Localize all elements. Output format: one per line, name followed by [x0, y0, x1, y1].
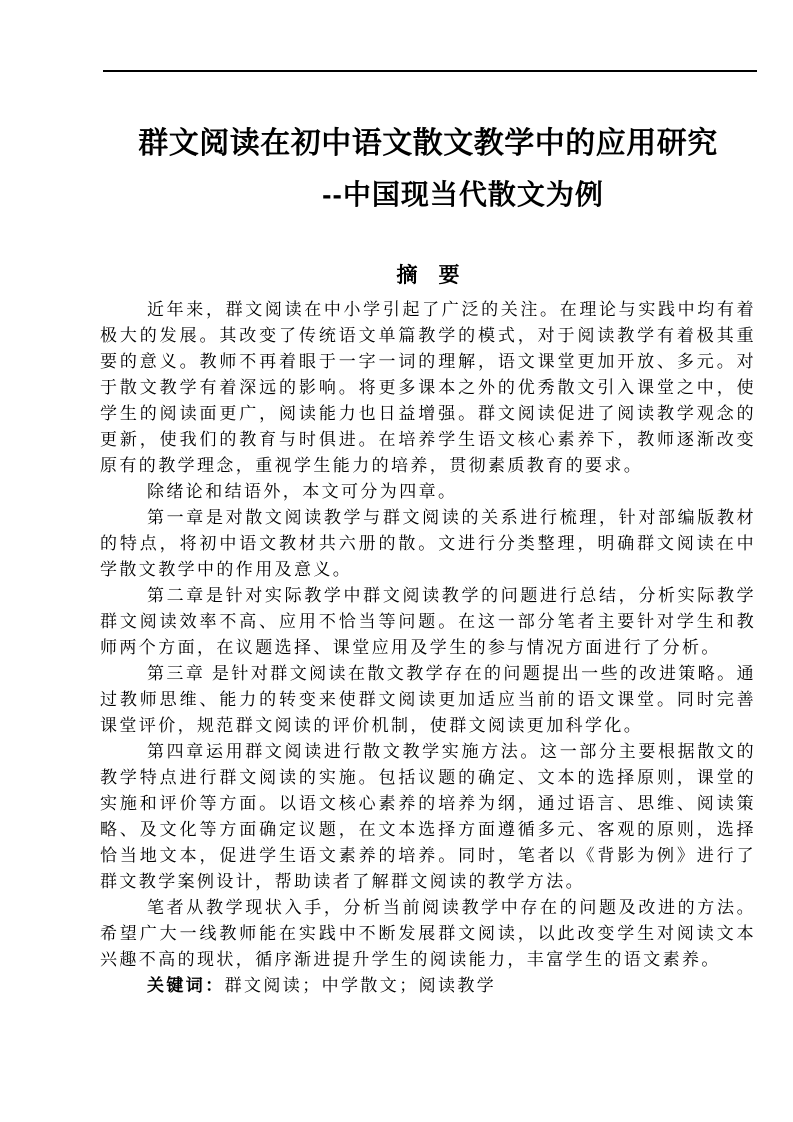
abstract-paragraph-7: 笔者从教学现状入手，分析当前阅读教学中存在的问题及改进的方法。希望广大一线教师能在实践中不断发展群文阅读，以此改变学生对阅读文本兴趣不高的现状，循序渐进提升学生的阅读能力，丰富学生的语文素养。: [100, 898, 756, 969]
abstract-body: [100, 297, 756, 999]
document-title: 群文阅读在初中语文散文教学中的应用研究: [138, 127, 718, 160]
abstract-paragraph-4: 第二章是针对实际教学中群文阅读教学的问题进行总结，分析实际教学群文阅读效率不高、应用不恰当等问题。在这一部分笔者主要针对学生和教师两个方面，在议题选择、课堂应用及学生的参与情况方面进行了分析。: [100, 586, 756, 657]
abstract-heading: 摘 要: [396, 263, 460, 287]
abstract-paragraph-2: 除绪论和结语外，本文可分为四章。: [147, 482, 458, 501]
keywords-value: 群文阅读；中学散文；阅读教学: [224, 976, 497, 995]
abstract-paragraph-5: 第三章 是针对群文阅读在散文教学存在的问题提出一些的改进策略。通过教师思维、能力的转变来使群文阅读更加适应当前的语文课堂。同时完善课堂评价，规范群文阅读的评价机制，使群文阅读更加科学化。: [100, 664, 756, 735]
keywords-line: [100, 973, 756, 999]
abstract-paragraph-3: 第一章是对散文阅读教学与群文阅读的关系进行梳理，针对部编版教材的特点，将初中语文教材共六册的散。文进行分类整理，明确群文阅读在中学散文教学中的作用及意义。: [100, 508, 756, 579]
keywords-label: 关键词：: [147, 976, 225, 995]
abstract-paragraph-1: 近年来，群文阅读在中小学引起了广泛的关注。在理论与实践中均有着极大的发展。其改变了传统语文单篇教学的模式，对于阅读教学有着极其重要的意义。教师不再着眼于一字一词的理解，语文课堂更加开放、多元。对于散文教学有着深远的影响。将更多课本之外的优秀散文引入课堂之中，使学生的阅读面更广，阅读能力也日益增强。群文阅读促进了阅读教学观念的更新，使我们的教育与时俱进。在培养学生语文核心素养下，教师逐渐改变原有的教学理念，重视学生能力的培养，贯彻素质教育的要求。: [100, 300, 756, 475]
header-rule: [103, 70, 757, 72]
document-subtitle: --中国现当代散文为例: [322, 179, 604, 210]
abstract-paragraph-6: 第四章运用群文阅读进行散文教学实施方法。这一部分主要根据散文的教学特点进行群文阅读的实施。包括议题的确定、文本的选择原则，课堂的实施和评价等方面。以语文核心素养的培养为纲，通过语言、思维、阅读策略、及文化等方面确定议题，在文本选择方面遵循多元、客观的原则，选择恰当地文本，促进学生语文素养的培养。同时，笔者以《背影为例》进行了群文教学案例设计，帮助读者了解群文阅读的教学方法。: [100, 742, 756, 891]
